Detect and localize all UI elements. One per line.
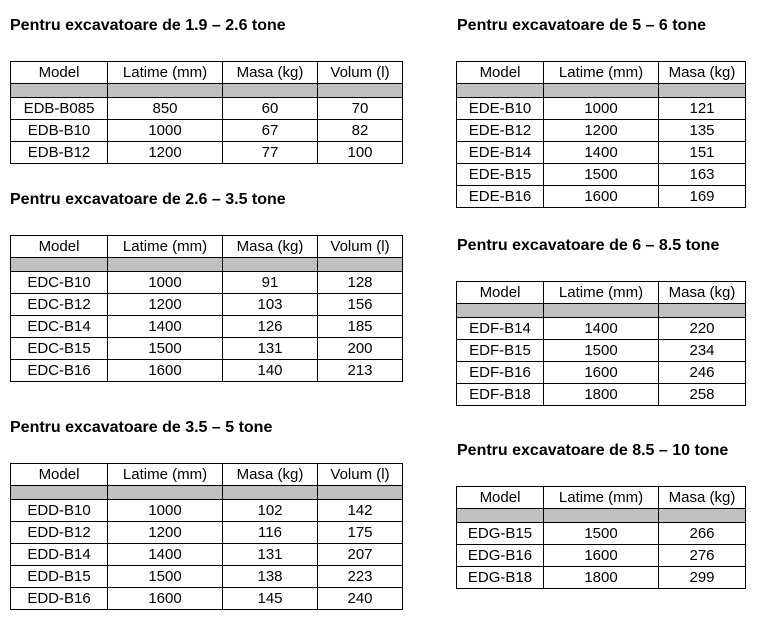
header-latime: Latime (mm)	[108, 62, 223, 84]
header-latime: Latime (mm)	[108, 464, 223, 486]
shaded-spacer-row	[457, 509, 746, 523]
cell-masa: 67	[223, 120, 318, 142]
cell-model: EDE-B16	[457, 186, 544, 208]
header-masa: Masa (kg)	[659, 487, 746, 509]
header-model: Model	[457, 62, 544, 84]
table-row	[11, 316, 403, 338]
table-row	[11, 338, 403, 360]
table-row	[11, 500, 403, 522]
shaded-spacer-row	[11, 258, 403, 272]
cell-volum: 185	[318, 316, 403, 338]
cell-model: EDG-B16	[457, 545, 544, 567]
cell-masa: 234	[659, 340, 746, 362]
cell-volum: 142	[318, 500, 403, 522]
cell-model: EDB-B12	[11, 142, 108, 164]
cell-latime: 1400	[108, 544, 223, 566]
section-title-1-9-2-6: Pentru excavatoare de 1.9 – 2.6 tone	[10, 17, 286, 34]
cell-masa: 169	[659, 186, 746, 208]
cell-model: EDE-B15	[457, 164, 544, 186]
cell-model: EDB-B10	[11, 120, 108, 142]
cell-model: EDC-B15	[11, 338, 108, 360]
cell-masa: 220	[659, 318, 746, 340]
cell-masa: 77	[223, 142, 318, 164]
cell-masa: 138	[223, 566, 318, 588]
cell-volum: 213	[318, 360, 403, 382]
cell-masa: 266	[659, 523, 746, 545]
cell-volum: 156	[318, 294, 403, 316]
cell-volum: 240	[318, 588, 403, 610]
section-title-2-6-3-5: Pentru excavatoare de 2.6 – 3.5 tone	[10, 191, 286, 208]
section-title-6-8-5: Pentru excavatoare de 6 – 8.5 tone	[457, 237, 720, 254]
cell-latime: 1500	[544, 340, 659, 362]
table-row	[457, 545, 746, 567]
section-title-8-5-10: Pentru excavatoare de 8.5 – 10 tone	[457, 442, 729, 459]
cell-volum: 100	[318, 142, 403, 164]
header-masa: Masa (kg)	[223, 236, 318, 258]
shaded-spacer-row	[11, 486, 403, 500]
spec-table-edg	[456, 486, 746, 589]
cell-latime: 1000	[108, 272, 223, 294]
cell-model: EDD-B10	[11, 500, 108, 522]
cell-volum: 207	[318, 544, 403, 566]
cell-model: EDG-B18	[457, 567, 544, 589]
table-header-row	[11, 62, 403, 84]
table-row	[457, 567, 746, 589]
cell-masa: 91	[223, 272, 318, 294]
cell-model: EDD-B14	[11, 544, 108, 566]
header-model: Model	[457, 282, 544, 304]
cell-latime: 1000	[108, 120, 223, 142]
cell-model: EDC-B12	[11, 294, 108, 316]
cell-latime: 1200	[108, 522, 223, 544]
table-header-row	[457, 62, 746, 84]
header-masa: Masa (kg)	[223, 464, 318, 486]
cell-model: EDD-B15	[11, 566, 108, 588]
cell-latime: 1500	[108, 338, 223, 360]
cell-model: EDD-B16	[11, 588, 108, 610]
cell-model: EDC-B16	[11, 360, 108, 382]
cell-masa: 299	[659, 567, 746, 589]
cell-latime: 1600	[108, 360, 223, 382]
table-row	[457, 318, 746, 340]
cell-volum: 82	[318, 120, 403, 142]
cell-masa: 145	[223, 588, 318, 610]
header-latime: Latime (mm)	[544, 487, 659, 509]
table-row	[457, 362, 746, 384]
cell-latime: 1200	[108, 294, 223, 316]
cell-masa: 116	[223, 522, 318, 544]
cell-volum: 128	[318, 272, 403, 294]
header-masa: Masa (kg)	[223, 62, 318, 84]
cell-masa: 246	[659, 362, 746, 384]
cell-latime: 1600	[108, 588, 223, 610]
cell-masa: 60	[223, 98, 318, 120]
cell-latime: 1600	[544, 186, 659, 208]
cell-latime: 1600	[544, 362, 659, 384]
cell-latime: 1000	[108, 500, 223, 522]
cell-masa: 135	[659, 120, 746, 142]
cell-latime: 1500	[544, 164, 659, 186]
cell-masa: 163	[659, 164, 746, 186]
cell-model: EDF-B16	[457, 362, 544, 384]
table-row	[11, 588, 403, 610]
table-header-row	[457, 282, 746, 304]
cell-model: EDE-B12	[457, 120, 544, 142]
section-title-3-5-5: Pentru excavatoare de 3.5 – 5 tone	[10, 419, 273, 436]
table-row	[457, 186, 746, 208]
cell-masa: 126	[223, 316, 318, 338]
cell-latime: 1400	[544, 142, 659, 164]
table-row	[457, 98, 746, 120]
table-row	[11, 294, 403, 316]
header-volum: Volum (l)	[318, 464, 403, 486]
cell-model: EDE-B10	[457, 98, 544, 120]
header-latime: Latime (mm)	[108, 236, 223, 258]
table-row	[11, 272, 403, 294]
cell-latime: 1200	[108, 142, 223, 164]
cell-latime: 1000	[544, 98, 659, 120]
table-row	[457, 164, 746, 186]
table-row	[11, 120, 403, 142]
shaded-spacer-row	[11, 84, 403, 98]
table-header-row	[11, 464, 403, 486]
table-row	[457, 120, 746, 142]
table-row	[11, 360, 403, 382]
cell-model: EDE-B14	[457, 142, 544, 164]
cell-latime: 1400	[544, 318, 659, 340]
cell-masa: 151	[659, 142, 746, 164]
cell-volum: 223	[318, 566, 403, 588]
table-row	[11, 142, 403, 164]
cell-latime: 1800	[544, 384, 659, 406]
header-latime: Latime (mm)	[544, 282, 659, 304]
header-model: Model	[11, 464, 108, 486]
cell-masa: 276	[659, 545, 746, 567]
cell-model: EDF-B14	[457, 318, 544, 340]
spec-table-edf	[456, 281, 746, 406]
table-row	[457, 142, 746, 164]
table-row	[457, 340, 746, 362]
cell-latime: 850	[108, 98, 223, 120]
cell-volum: 70	[318, 98, 403, 120]
header-volum: Volum (l)	[318, 236, 403, 258]
cell-masa: 140	[223, 360, 318, 382]
cell-model: EDF-B15	[457, 340, 544, 362]
cell-masa: 131	[223, 338, 318, 360]
cell-model: EDD-B12	[11, 522, 108, 544]
header-model: Model	[11, 236, 108, 258]
table-row	[11, 522, 403, 544]
table-header-row	[11, 236, 403, 258]
cell-masa: 102	[223, 500, 318, 522]
cell-volum: 175	[318, 522, 403, 544]
header-model: Model	[11, 62, 108, 84]
shaded-spacer-row	[457, 304, 746, 318]
cell-model: EDC-B14	[11, 316, 108, 338]
table-row	[11, 544, 403, 566]
spec-table-ede	[456, 61, 746, 208]
cell-masa: 121	[659, 98, 746, 120]
cell-masa: 131	[223, 544, 318, 566]
cell-latime: 1500	[108, 566, 223, 588]
cell-latime: 1200	[544, 120, 659, 142]
spec-table-edb	[10, 61, 403, 164]
header-latime: Latime (mm)	[544, 62, 659, 84]
table-row	[11, 566, 403, 588]
header-volum: Volum (l)	[318, 62, 403, 84]
header-masa: Masa (kg)	[659, 62, 746, 84]
cell-model: EDF-B18	[457, 384, 544, 406]
header-model: Model	[457, 487, 544, 509]
cell-model: EDC-B10	[11, 272, 108, 294]
table-row	[457, 384, 746, 406]
table-row	[11, 98, 403, 120]
cell-model: EDG-B15	[457, 523, 544, 545]
spec-table-edd	[10, 463, 403, 610]
cell-masa: 103	[223, 294, 318, 316]
cell-latime: 1600	[544, 545, 659, 567]
cell-latime: 1400	[108, 316, 223, 338]
cell-model: EDB-B085	[11, 98, 108, 120]
header-masa: Masa (kg)	[659, 282, 746, 304]
shaded-spacer-row	[457, 84, 746, 98]
table-header-row	[457, 487, 746, 509]
spec-table-edc	[10, 235, 403, 382]
cell-masa: 258	[659, 384, 746, 406]
cell-latime: 1800	[544, 567, 659, 589]
cell-latime: 1500	[544, 523, 659, 545]
table-row	[457, 523, 746, 545]
section-title-5-6: Pentru excavatoare de 5 – 6 tone	[457, 17, 706, 34]
cell-volum: 200	[318, 338, 403, 360]
